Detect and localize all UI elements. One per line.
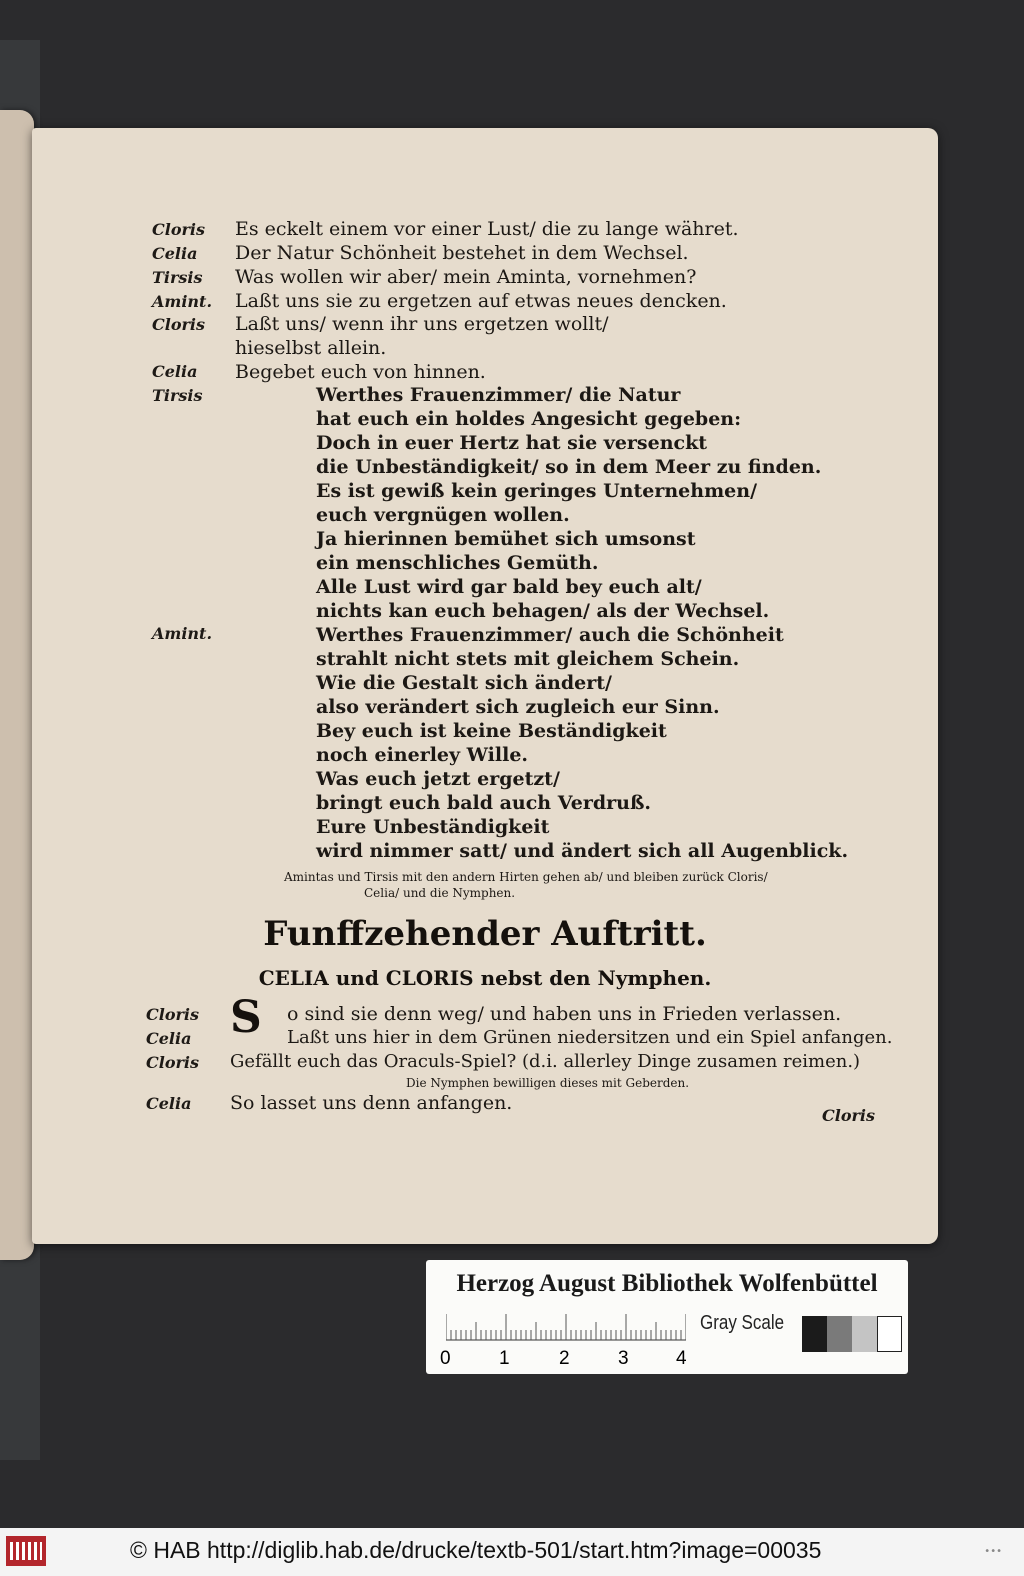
speaker-label: Celia: [152, 362, 198, 381]
verse-line: bringt euch bald auch Verdruß.: [316, 792, 651, 814]
catchword: Cloris: [822, 1106, 875, 1125]
dialogue-line: Was wollen wir aber/ mein Aminta, vornehmen?: [235, 266, 697, 288]
speaker-label: Tirsis: [152, 386, 203, 405]
verse-line: Ja hierinnen bemühet sich umsonst: [316, 528, 696, 550]
verse-line: Bey euch ist keine Beständigkeit: [316, 720, 667, 742]
ruler-scale: [446, 1312, 686, 1342]
dialogue-line: So lasset uns denn anfangen.: [230, 1092, 513, 1114]
verse-line: ein menschliches Gemüth.: [316, 552, 599, 574]
dialogue-line: Der Natur Schönheit bestehet in dem Wechsel.: [235, 242, 689, 264]
gray-swatch: [802, 1316, 827, 1352]
ruler-label: 3: [618, 1348, 629, 1369]
stage-direction: Amintas und Tirsis mit den andern Hirten gehen ab/ und bleiben zurück Cloris/: [284, 870, 768, 884]
library-title: Herzog August Bibliothek Wolfenbüttel: [456, 1270, 878, 1297]
dialogue-line: o sind sie denn weg/ und haben uns in Frieden verlassen.: [287, 1003, 842, 1025]
dialogue-line: Gefällt euch das Oraculs-Spiel? (d.i. allerley Dinge zusamen reimen.): [230, 1051, 861, 1072]
speaker-label: Amint.: [152, 292, 213, 311]
speaker-label: Cloris: [146, 1053, 199, 1072]
dialogue-line: Laßt uns/ wenn ihr uns ergetzen wollt/: [235, 313, 609, 335]
verse-line: Werthes Frauenzimmer/ die Natur: [316, 384, 681, 406]
scene-subheading: CELIA und CLORIS nebst den Nymphen.: [258, 966, 712, 990]
verse-line: Wie die Gestalt sich ändert/: [316, 672, 612, 694]
book-page: [32, 128, 938, 1244]
scene-heading: Funffzehender Auftritt.: [263, 914, 707, 954]
footer-dots: •••: [984, 1546, 1002, 1557]
speaker-label: Celia: [146, 1029, 192, 1048]
dialogue-line: Laßt uns sie zu ergetzen auf etwas neues dencken.: [235, 290, 727, 312]
verse-line: Was euch jetzt ergetzt/: [316, 768, 560, 790]
gray-swatch: [852, 1316, 877, 1352]
dialogue-line: Begebet euch von hinnen.: [235, 361, 486, 383]
footer-url[interactable]: © HAB http://diglib.hab.de/drucke/textb-501/start.htm?image=00035: [130, 1537, 822, 1563]
speaker-label: Cloris: [152, 315, 205, 334]
gray-swatch: [827, 1316, 852, 1352]
stage-direction: Die Nymphen bewilligen dieses mit Geberden.: [406, 1076, 690, 1090]
dialogue-line: hieselbst allein.: [235, 337, 387, 359]
verse-line: nichts kan euch behagen/ als der Wechsel.: [316, 600, 770, 622]
dialogue-line: Es eckelt einem vor einer Lust/ die zu lange währet.: [235, 218, 739, 240]
gray-scale-label: Gray Scale: [700, 1312, 785, 1334]
verse-line: Werthes Frauenzimmer/ auch die Schönheit: [316, 624, 784, 646]
dialogue-line: Laßt uns hier in dem Grünen niedersitzen und ein Spiel anfangen.: [287, 1027, 893, 1048]
ruler-label: 0: [440, 1348, 451, 1369]
speaker-label: Cloris: [152, 220, 205, 239]
ruler-label: 2: [559, 1348, 570, 1369]
footer-bar: [0, 1528, 1024, 1576]
gray-swatch: [877, 1316, 902, 1352]
calibration-card: [426, 1260, 908, 1374]
speaker-label: Amint.: [152, 624, 213, 643]
hab-logo-icon: [6, 1536, 46, 1566]
verse-line: die Unbeständigkeit/ so in dem Meer zu finden.: [316, 456, 822, 478]
ruler-label: 1: [499, 1348, 510, 1369]
speaker-label: Celia: [152, 244, 198, 263]
speaker-label: Tirsis: [152, 268, 203, 287]
verse-line: hat euch ein holdes Angesicht gegeben:: [316, 408, 742, 430]
verse-line: euch vergnügen wollen.: [316, 504, 570, 526]
verse-line: Eure Unbeständigkeit: [316, 816, 550, 838]
verse-line: wird nimmer satt/ und ändert sich all Augenblick.: [316, 840, 849, 862]
verse-line: noch einerley Wille.: [316, 744, 529, 766]
verse-line: Doch in euer Hertz hat sie versenckt: [316, 432, 708, 454]
speaker-label: Cloris: [146, 1005, 199, 1024]
speaker-label: Celia: [146, 1094, 192, 1113]
verse-line: Alle Lust wird gar bald bey euch alt/: [316, 576, 702, 598]
previous-page-edge: [0, 110, 34, 1260]
stage-direction: Celia/ und die Nymphen.: [364, 886, 516, 900]
verse-line: also verändert sich zugleich eur Sinn.: [316, 696, 720, 718]
ruler-label: 4: [676, 1348, 687, 1369]
drop-cap: S: [230, 992, 262, 1043]
verse-line: strahlt nicht stets mit gleichem Schein.: [316, 648, 740, 670]
verse-line: Es ist gewiß kein geringes Unternehmen/: [316, 480, 758, 502]
